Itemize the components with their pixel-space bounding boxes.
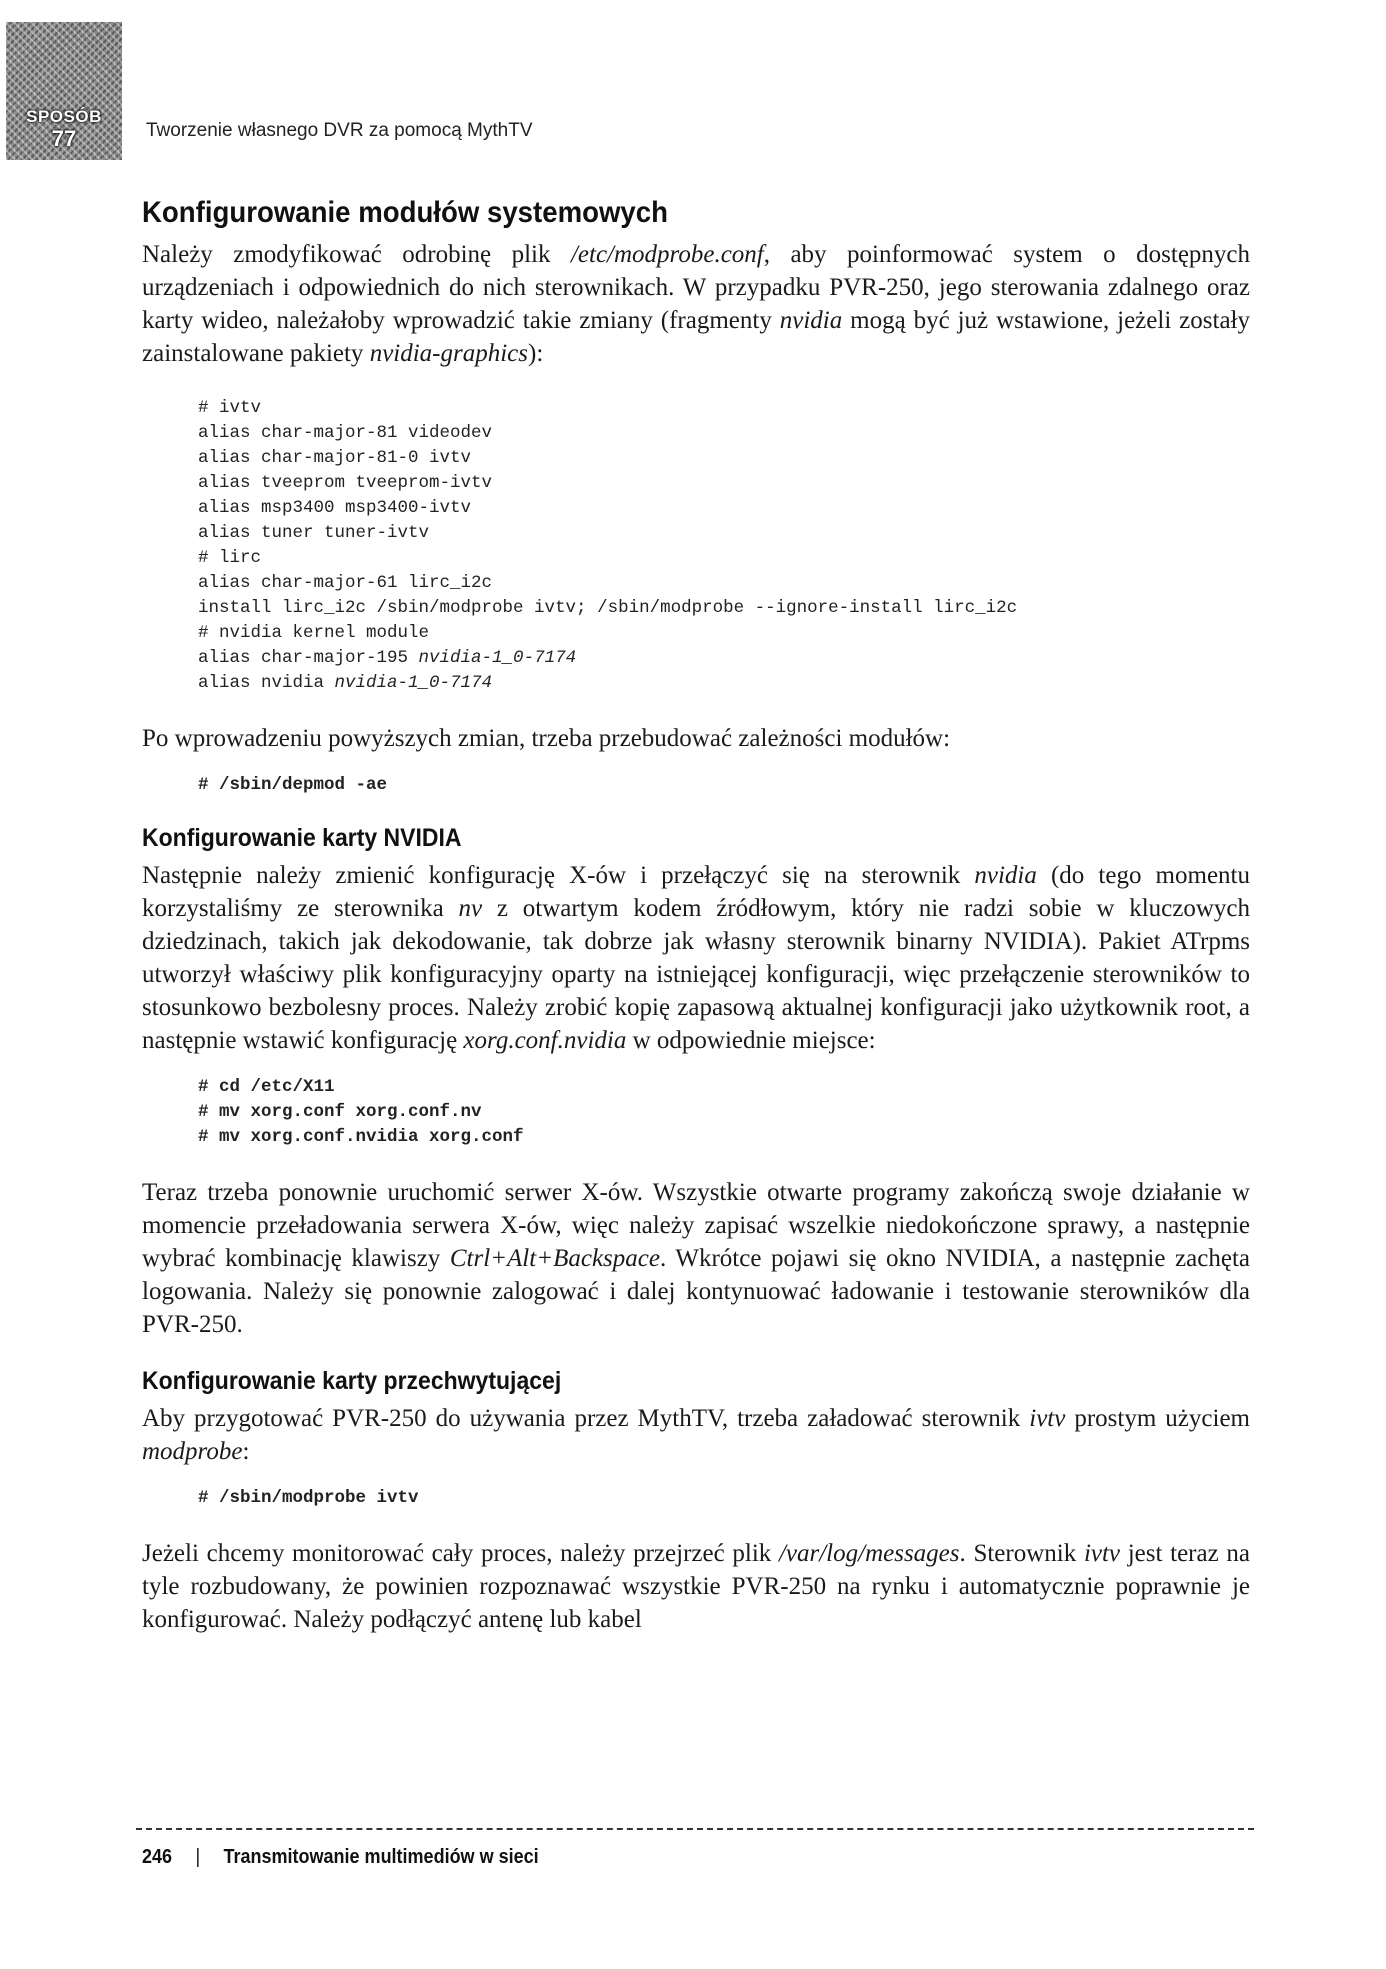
paragraph-nvidia: Następnie należy zmienić konfigurację X-ów i przełączyć się na sterownik nvidia (do tego momentu korzystaliśmy ze sterownika nv z otwartym kodem źródłowym, który nie radzi sobie w kluczowych dziedzinach, takich jak dekodowanie, tak dobrze jak własny sterownik binarny NVIDIA). Pakiet ATrpms utworzył właściwy plik konfiguracyjny oparty na istniejącej konfiguracji, więc przełączenie sterowników to stosunkowo bezbolesny proces. Należy zrobić kopię zapasową aktualnej konfiguracji jako użytkownik root, a następnie wstawić konfigurację xorg.conf.nvidia w odpowiednie miejsce:	[142, 862, 1250, 1054]
running-head: Tworzenie własnego DVR za pomocą MythTV	[146, 120, 533, 141]
paragraph-messages: Jeżeli chcemy monitorować cały proces, należy przejrzeć plik /var/log/messages. Sterownik ivtv jest teraz na tyle rozbudowany, że powinien rozpoznawać wszystkie PVR-250 na rynku i automatycznie poprawnie je konfigurować. Należy podłączyć antenę lub kabel	[142, 1540, 1250, 1633]
paragraph-restart-x: Teraz trzeba ponownie uruchomić serwer X-ów. Wszystkie otwarte programy zakończą swoje działanie w momencie przeładowania serwera X-ów, więc należy zapisać wszelkie niedokończone sprawy, a następnie wybrać kombinację klawiszy Ctrl+Alt+Backspace. Wkrótce pojawi się okno NVIDIA, a następnie zachęta logowania. Należy się ponownie zalogować i dalej kontynuować ładowanie i testowanie sterowników dla PVR-250.	[142, 1179, 1250, 1338]
page-content	[142, 196, 1250, 1636]
paragraph-modprobe: Należy zmodyfikować odrobinę plik /etc/modprobe.conf, aby poinformować system o dostępnych urządzeniach i odpowiednich do nich sterownikach. W przypadku PVR-250, jego sterowania zdalnego oraz karty wideo, należałoby wprowadzić takie zmiany (fragmenty nvidia mogą być już wstawione, jeżeli zostały zainstalowane pakiety nvidia-graphics):	[142, 241, 1251, 367]
section-title: Konfigurowanie modułów systemowych	[142, 196, 668, 229]
page-number: 246	[142, 1846, 173, 1868]
footer-rule	[136, 1828, 1254, 1830]
command-modprobe-ivtv: # /sbin/modprobe ivtv	[198, 1488, 419, 1508]
paragraph-capture: Aby przygotować PVR-250 do używania przez MythTV, trzeba załadować sterownik ivtv prostym użyciem modprobe:	[142, 1405, 1250, 1465]
heading-nvidia: Konfigurowanie karty NVIDIA	[142, 824, 462, 852]
sposob-badge	[6, 22, 122, 160]
footer-separator: |	[195, 1846, 201, 1868]
badge-word: SPOSÓB	[26, 107, 102, 126]
file-name: /etc/modprobe.conf	[570, 241, 764, 268]
command-depmod: # /sbin/depmod -ae	[198, 775, 388, 795]
paragraph-depmod: Po wprowadzeniu powyższych zmian, trzeba przebudować zależności modułów:	[142, 725, 951, 752]
code-block-modprobe-conf: # ivtv alias char-major-81 videodev alias char-major-81-0 ivtv alias tveeprom tveeprom-ivtv alias msp3400 msp3400-ivtv alias tuner tuner-ivtv # lirc alias char-major-61 lirc_i2c install lirc_i2c /sbin/modprobe ivtv; /sbin/modprobe --ignore-install lirc_i2c # nvidia kernel module alias char-major-195 nvidia-1_0-7174 alias nvidia nvidia-1_0-7174	[198, 398, 1018, 693]
page-footer	[142, 1846, 539, 1869]
heading-capture-card: Konfigurowanie karty przechwytującej	[142, 1367, 562, 1395]
badge-number: 77	[51, 126, 77, 151]
chapter-title: Transmitowanie multimediów w sieci	[223, 1846, 539, 1868]
command-xorg: # cd /etc/X11 # mv xorg.conf xorg.conf.nv # mv xorg.conf.nvidia xorg.conf	[198, 1077, 524, 1147]
